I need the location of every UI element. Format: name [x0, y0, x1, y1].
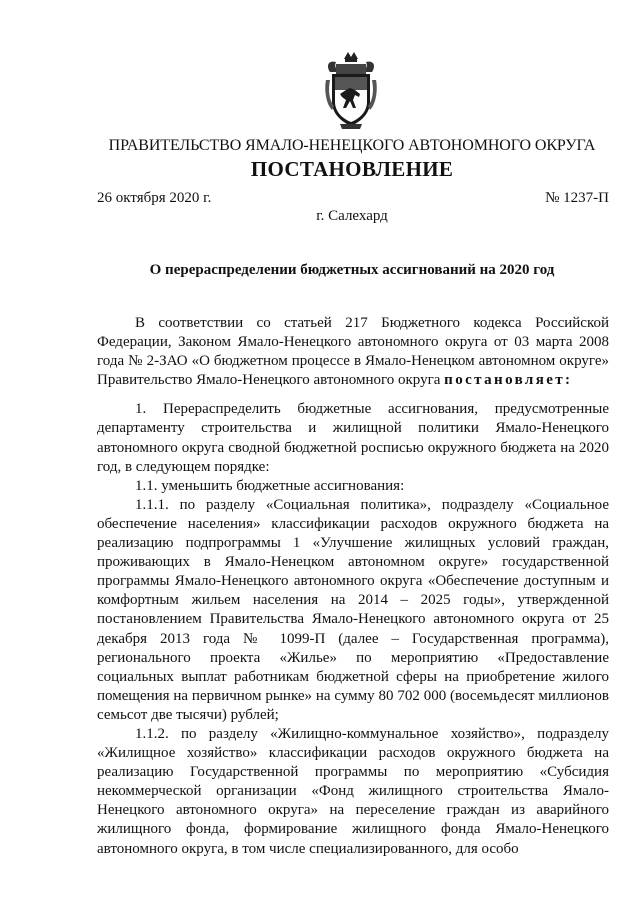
- document-number: № 1237-П: [545, 190, 609, 206]
- paragraph-1-1-1: 1.1.1. по разделу «Социальная политика», подразделу «Социальное обеспечение населения» классификации расходов окружного бюджета на реализацию подпрограммы 1 «Улучшение жилищных условий граждан, проживающих в Ямало-Ненецком автономном округе» государственной программы Ямало-Ненецкого автономного округа «Обеспечение доступным и комфортным жильем населения на 2014 – 2025 годы», утвержденной постановлением Правительства Ямало-Ненецкого автономного округа от 25 декабря 2013 года № 1099-П (далее – Государственная программа), регионального проекта «Жилье» по мероприятию «Предоставление социальных выплат работникам бюджетной сферы на приобретение жилого помещения на первичном рынке» на сумму 80 702 000 (восемьдесят миллионов семьсот две тысячи) рублей;: [97, 496, 609, 723]
- preamble-paragraph: [97, 314, 609, 390]
- government-name: ПРАВИТЕЛЬСТВО ЯМАЛО-НЕНЕЦКОГО АВТОНОМНОГО ОКРУГА: [108, 137, 596, 154]
- document-type: ПОСТАНОВЛЕНИЕ: [250, 157, 454, 181]
- document-body: [97, 314, 609, 859]
- document-date: 26 октября 2020 г.: [97, 190, 212, 206]
- decree-word: постановляет:: [444, 372, 573, 389]
- document-city: г. Салехард: [316, 208, 388, 224]
- document-subject: О перераспределении бюджетных ассигнований на 2020 год: [149, 262, 555, 278]
- paragraph-1-1-2: 1.1.2. по разделу «Жилищно-коммунальное хозяйство», подразделу «Жилищное хозяйство» классификации расходов окружного бюджета на реализацию Государственной программы по мероприятию «Субсидия некоммерческой организации «Фонд жилищного строительства Ямало-Ненецкого автономного округа» на переселение граждан из аварийного жилищного фонда, формирование жилищного фонда Ямало-Ненецкого автономного округа, в том числе специализированного, для особо: [97, 725, 609, 857]
- paragraph-1-1: 1.1. уменьшить бюджетные ассигнования:: [135, 477, 405, 494]
- preamble-text: В соответствии со статьей 217 Бюджетного кодекса Российской Федерации, Законом Ямало-Ненецкого автономного округа от 03 марта 2008 года № 2-ЗАО «О бюджетном процессе в Ямало-Ненецком автономном округе» Правительство Ямало-Ненецкого автономного округа: [97, 315, 609, 389]
- coat-of-arms-icon: [322, 50, 380, 130]
- paragraph-1: 1. Перераспределить бюджетные ассигнования, предусмотренные департаменту строительства и жилищной политики Ямало-Ненецкого автономного округа сводной бюджетной росписью окружного бюджета на 2020 год, в следующем порядке:: [97, 401, 609, 475]
